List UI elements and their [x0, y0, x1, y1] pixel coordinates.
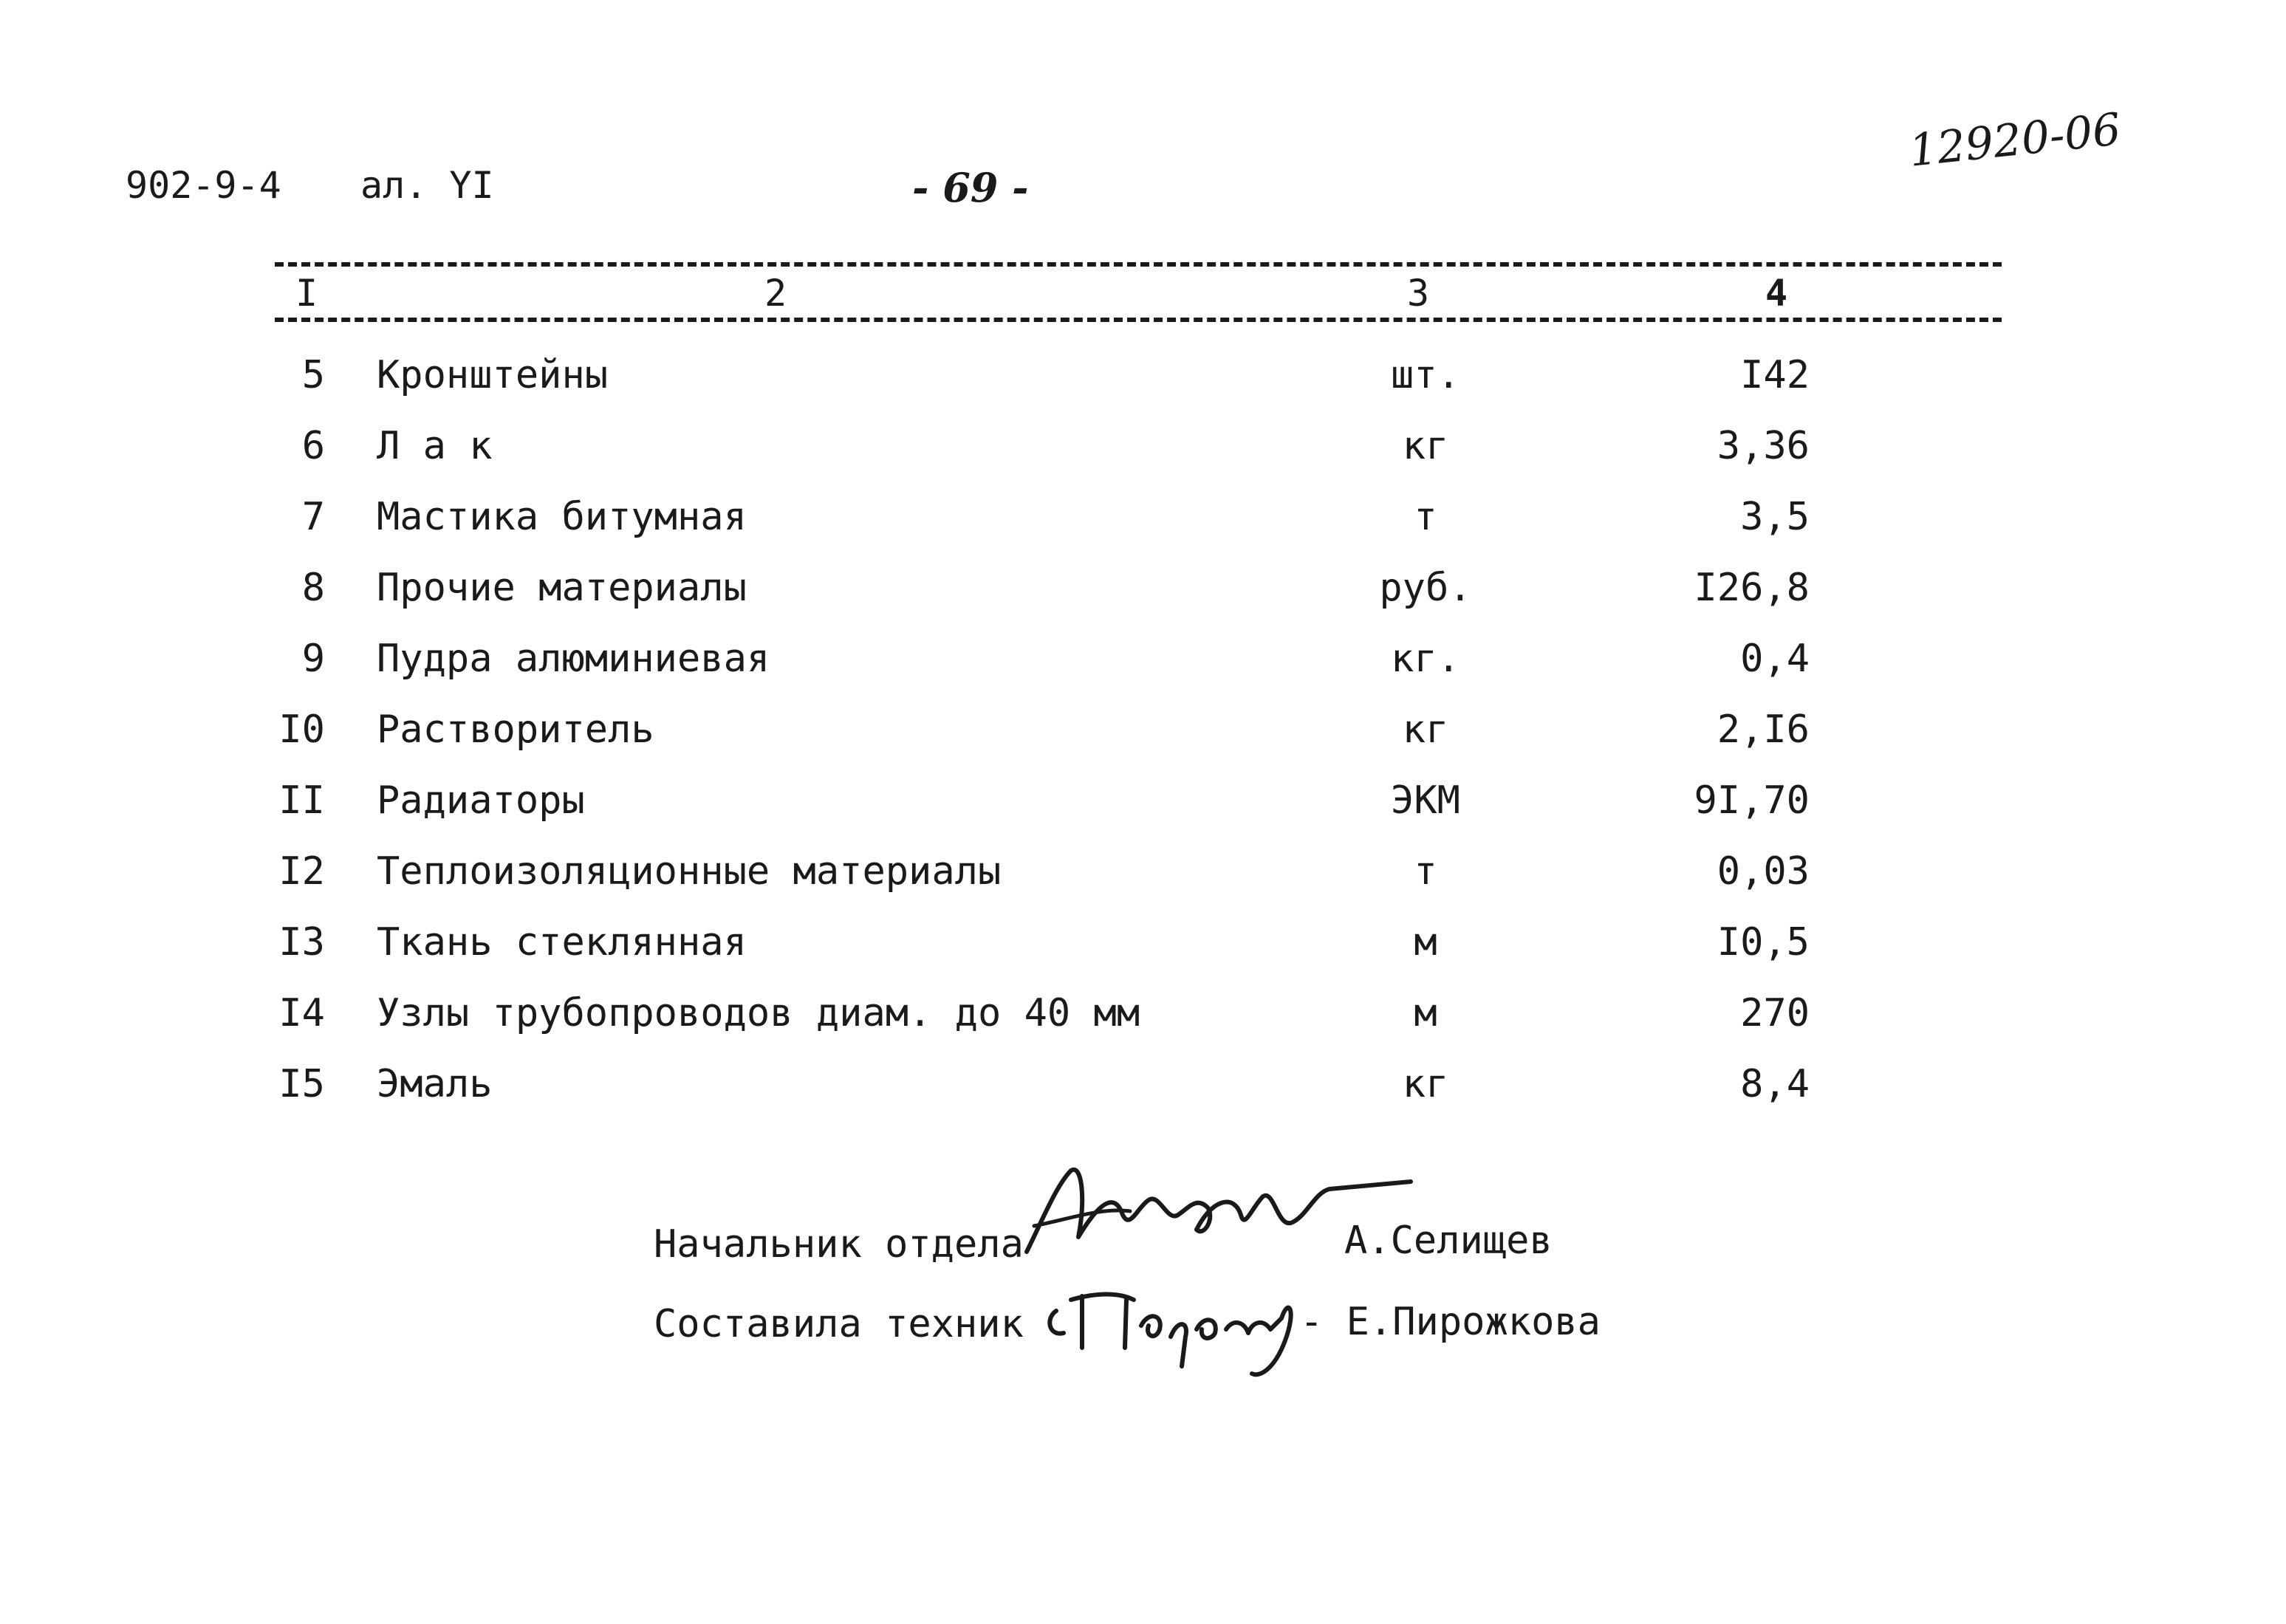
- quantity: I42: [1740, 353, 1810, 397]
- unit: м: [1414, 920, 1437, 965]
- unit: кг.: [1391, 637, 1460, 681]
- row-number: 9: [301, 637, 325, 681]
- quantity: 9I,70: [1694, 778, 1810, 823]
- row-number: I0: [278, 707, 325, 752]
- table-row: [0, 991, 2286, 1062]
- material-name: Мастика битумная: [377, 495, 747, 539]
- table-header-rule: [275, 318, 2002, 322]
- unit: шт.: [1391, 353, 1460, 397]
- archive-number: 12920-06: [1906, 103, 2124, 177]
- head-name: А.Селищев: [1344, 1219, 1553, 1263]
- unit: кг: [1402, 707, 1449, 752]
- table-row: [0, 637, 2286, 707]
- table-row: [0, 920, 2286, 991]
- table-top-rule: [275, 262, 2002, 267]
- material-name: Радиаторы: [377, 778, 585, 823]
- unit: кг: [1402, 424, 1449, 468]
- table-row: [0, 495, 2286, 566]
- unit: т: [1414, 849, 1437, 894]
- column-header-4: 4: [1765, 272, 1788, 315]
- table-row: [0, 566, 2286, 637]
- compiler-title: Составила техник: [654, 1302, 1024, 1346]
- material-name: Ткань стеклянная: [377, 920, 747, 965]
- document-code: 902-9-4: [126, 164, 281, 207]
- table-row: [0, 353, 2286, 424]
- unit: м: [1414, 991, 1437, 1035]
- quantity: 270: [1740, 991, 1810, 1035]
- quantity: 3,5: [1740, 495, 1810, 539]
- page-number: - 69 -: [912, 164, 1029, 211]
- row-number: 8: [301, 566, 325, 610]
- material-name: Л а к: [377, 424, 493, 468]
- row-number: I4: [278, 991, 325, 1035]
- row-number: II: [278, 778, 325, 823]
- table-row: [0, 707, 2286, 778]
- column-header-3: 3: [1407, 272, 1430, 315]
- quantity: 3,36: [1717, 424, 1810, 468]
- quantity: I0,5: [1717, 920, 1810, 965]
- unit: т: [1414, 495, 1437, 539]
- row-number: 7: [301, 495, 325, 539]
- quantity: 2,I6: [1717, 707, 1810, 752]
- material-name: Узлы трубопроводов диам. до 40 мм: [377, 991, 1140, 1035]
- row-number: I3: [278, 920, 325, 965]
- material-name: Растворитель: [377, 707, 654, 752]
- compiler-signature: [1038, 1267, 1333, 1377]
- unit: ЭКМ: [1391, 778, 1460, 823]
- quantity: 0,4: [1740, 637, 1810, 681]
- quantity: 0,03: [1717, 849, 1810, 894]
- table-row: [0, 778, 2286, 849]
- compiler-name: - Е.Пирожкова: [1300, 1300, 1601, 1344]
- table-row: [0, 849, 2286, 920]
- material-name: Эмаль: [377, 1062, 493, 1106]
- column-header-2: 2: [764, 272, 787, 315]
- row-number: I2: [278, 849, 325, 894]
- head-title: Начальник отдела: [654, 1222, 1024, 1267]
- material-name: Теплоизоляционные материалы: [377, 849, 1002, 894]
- column-header-1: I: [295, 272, 318, 315]
- row-number: I5: [278, 1062, 325, 1106]
- table-row: [0, 424, 2286, 495]
- quantity: 8,4: [1740, 1062, 1810, 1106]
- material-name: Кронштейны: [377, 353, 609, 397]
- unit: руб.: [1379, 566, 1472, 610]
- table-row: [0, 1062, 2286, 1133]
- unit: кг: [1402, 1062, 1449, 1106]
- material-name: Пудра алюминиевая: [377, 637, 770, 681]
- album-number: ал. YI: [360, 164, 494, 207]
- row-number: 6: [301, 424, 325, 468]
- quantity: I26,8: [1694, 566, 1810, 610]
- material-name: Прочие материалы: [377, 566, 747, 610]
- row-number: 5: [301, 353, 325, 397]
